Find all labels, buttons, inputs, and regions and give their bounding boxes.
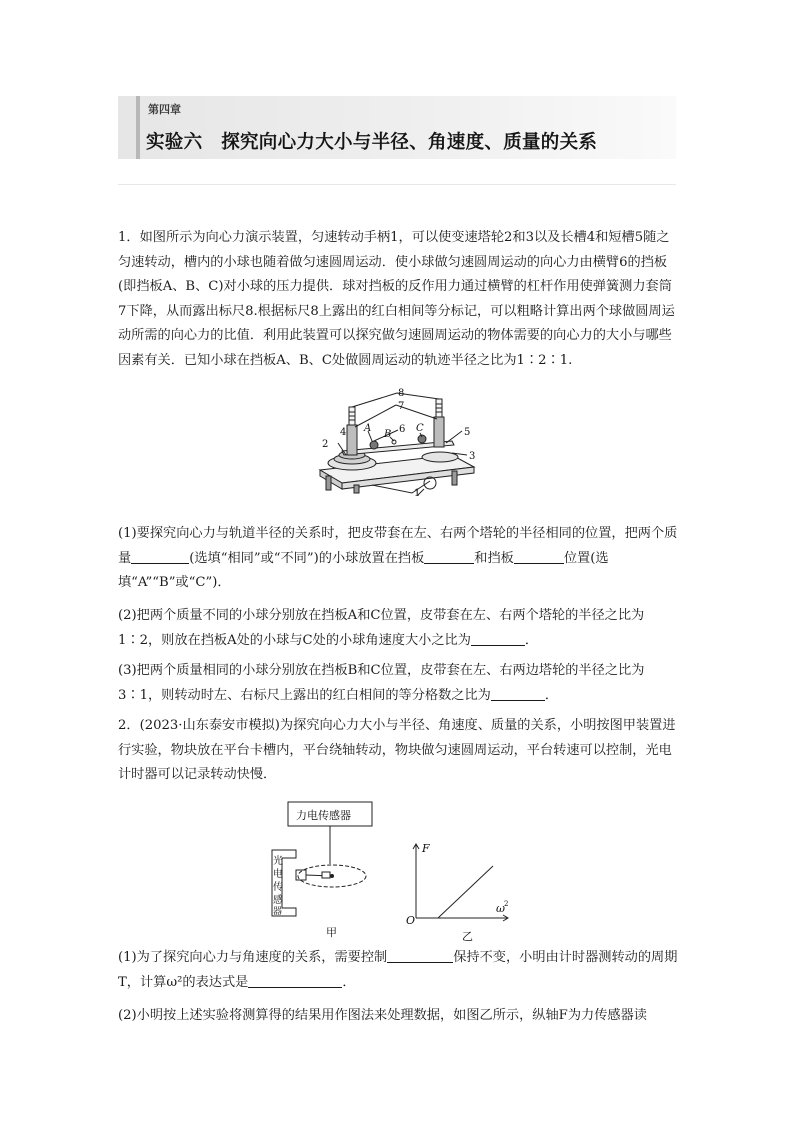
figure-caption-yi: 乙: [462, 930, 473, 942]
answer-blank[interactable]: [248, 973, 342, 988]
answer-blank[interactable]: [424, 549, 474, 564]
label-7: 7: [398, 401, 405, 412]
label-A: A: [364, 423, 372, 434]
photo-sensor-char: 器: [273, 907, 283, 917]
problem1-question1: (1)要探究向心力与轨道半径的关系时，把皮带套在左、右两个塔轮的半径相同的位置，把两个质量 (选填“相同”或“不同”)的小球放置在挡板 和挡板 位置(选填“A”“B”或“C”)．: [118, 526, 678, 591]
graph-x-axis-label: ω: [496, 902, 505, 915]
problem2-stem: 2．(2023·山东泰安市模拟)为探究向心力大小与半径、角速度、质量的关系，小明按图甲装置进行实验，物块放在平台卡槽内，平台绕轴转动，物块做匀速圆周运动，平台转速可以控制，光电计时器可以记录转动快慢．: [118, 718, 676, 783]
chapter-header: [118, 96, 676, 188]
label-C: C: [416, 423, 424, 434]
graph-x-axis-superscript: 2: [504, 900, 509, 908]
force-sensor-label: 力电传感器: [296, 809, 351, 822]
header-accent-stripe: [136, 96, 140, 159]
problem2-figures: [266, 800, 514, 942]
answer-blank[interactable]: [471, 631, 525, 646]
graph-origin-label: O: [406, 914, 416, 927]
answer-blank[interactable]: [514, 549, 564, 564]
label-5: 5: [464, 427, 471, 438]
problem2-question1: (1)为了探究向心力与角速度的关系，需要控制 保持不变，小明由计时器测转动的周期T，计算ω²的表达式是 ．: [118, 950, 678, 990]
problem1-question3: (3)把两个质量相同的小球分别放在挡板B和C位置，皮带套在左、右两边塔轮的半径之比为3∶1，则转动时左、右标尺上露出的红白相间的等分格数之比为 ．: [118, 663, 645, 703]
label-1: 1: [414, 488, 421, 497]
label-6: 6: [399, 424, 406, 435]
problem1-question2: (2)把两个质量不同的小球分别放在挡板A和C位置，皮带套在左、右两个塔轮的半径之比为1∶2，则放在挡板A处的小球与C处的小球角速度大小之比为 ．: [118, 608, 645, 648]
photo-sensor-char: 电: [273, 869, 283, 880]
chapter-label: 第四章: [148, 103, 181, 116]
label-8: 8: [398, 388, 405, 399]
graph-y-axis-label: F: [422, 842, 430, 855]
header-divider: [118, 184, 676, 185]
label-2: 2: [322, 439, 329, 450]
label-3: 3: [469, 451, 476, 462]
label-4: 4: [340, 427, 347, 438]
answer-blank[interactable]: [387, 948, 453, 963]
photo-sensor-char: 传: [273, 882, 283, 893]
problem1-stem: 1．如图所示为向心力演示装置，匀速转动手柄1，可以使变速塔轮2和3以及长槽4和短槽5随之匀速转动，槽内的小球也随着做匀速圆周运动．使小球做匀速圆周运动的向心力由横臂6的挡板(即挡板A、B、C)对小球的压力提供．球对挡板的反作用力通过横臂的杠杆作用使弹簧测力套筒7下降，从而露出标尺8.根据标尺8上露出的红白相间等分标记，可以粗略计算出两个球做圆周运动所需的向心力的比值．利用此装置可以探究做匀速圆周运动的物体需要的向心力的大小与哪些因素有关．已知小球在挡板A、B、C处做圆周运动的轨迹半径之比为1∶2∶1.: [118, 230, 675, 368]
centripetal-apparatus-figure: [312, 385, 482, 497]
photo-sensor-char: 感: [273, 895, 283, 906]
label-B: B: [384, 429, 392, 440]
answer-blank[interactable]: [491, 686, 545, 701]
photo-sensor-char: 光: [273, 856, 283, 867]
figure-caption-jia: 甲: [326, 926, 337, 939]
answer-blank[interactable]: [131, 549, 189, 564]
page-title: 实验六 探究向心力大小与半径、角速度、质量的关系: [146, 132, 598, 153]
problem2-question2: (2)小明按上述实验将测算得的结果用作图法来处理数据，如图乙所示，纵轴F为力传感器读: [118, 1008, 647, 1023]
